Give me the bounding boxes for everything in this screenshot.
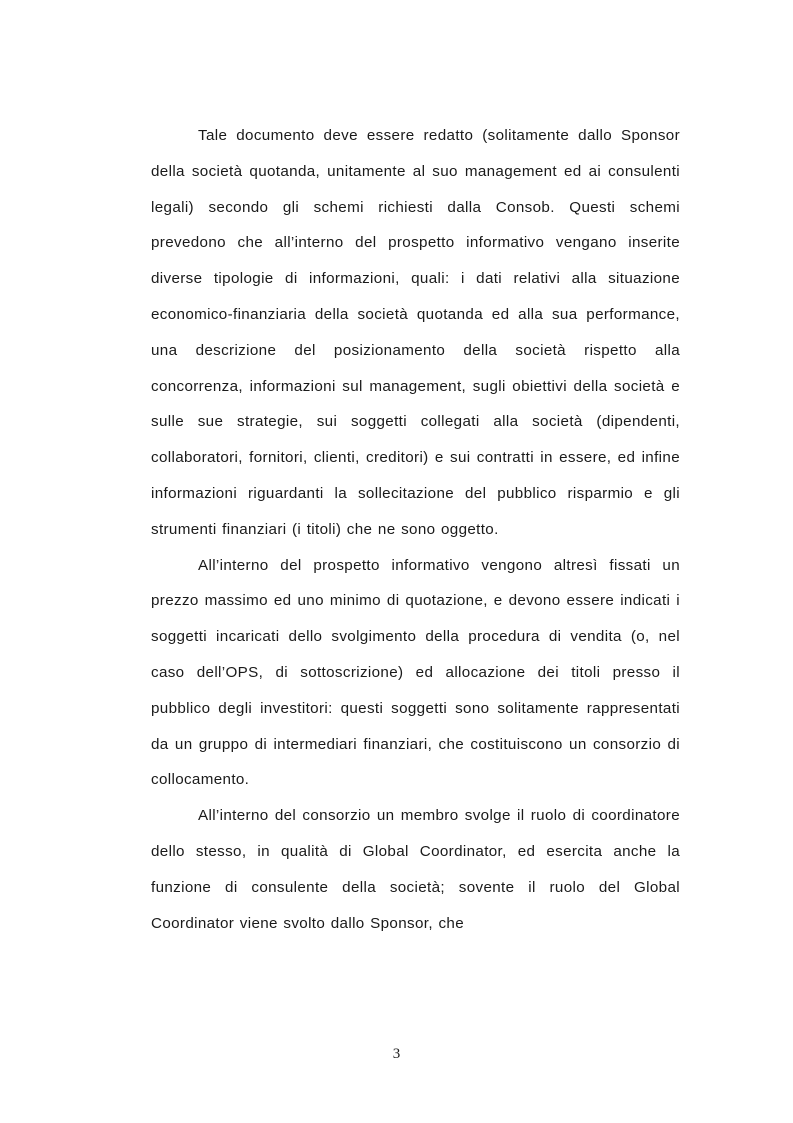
paragraph-1: Tale documento deve essere redatto (solitamente dallo Sponsor della società quotanda, unitamente al suo management ed ai consulenti legali) secondo gli schemi richiesti dalla Consob. Questi schemi prevedono che all’interno del prospetto informativo vengano inserite diverse tipologie di informazioni, quali: i dati relativi alla situazione economico-finanziaria della società quotanda ed alla sua performance, una descrizione del posizionamento della società rispetto alla concorrenza, informazioni sul management, sugli obiettivi della società e sulle sue strategie, sui soggetti collegati alla società (dipendenti, collaboratori, fornitori, clienti, creditori) e sui contratti in essere, ed infine informazioni riguardanti la sollecitazione del pubblico risparmio e gli strumenti finanziari (i titoli) che ne sono oggetto. [151, 127, 680, 538]
paragraph-2: All’interno del prospetto informativo vengono altresì fissati un prezzo massimo ed uno minimo di quotazione, e devono essere indicati i soggetti incaricati dello svolgimento della procedura di vendita (o, nel caso dell’OPS, di sottoscrizione) ed allocazione dei titoli presso il pubblico degli investitori: questi soggetti sono solitamente rappresentati da un gruppo di intermediari finanziari, che costituiscono un consorzio di collocamento. [151, 556, 680, 789]
page-number: 3 [392, 1046, 401, 1062]
paragraph-3: All’interno del consorzio un membro svolge il ruolo di coordinatore dello stesso, in qualità di Global Coordinator, ed esercita anche la funzione di consulente della società; sovente il ruolo del Global Coordinator viene svolto dallo Sponsor, che [151, 807, 680, 932]
body-text [151, 118, 680, 941]
